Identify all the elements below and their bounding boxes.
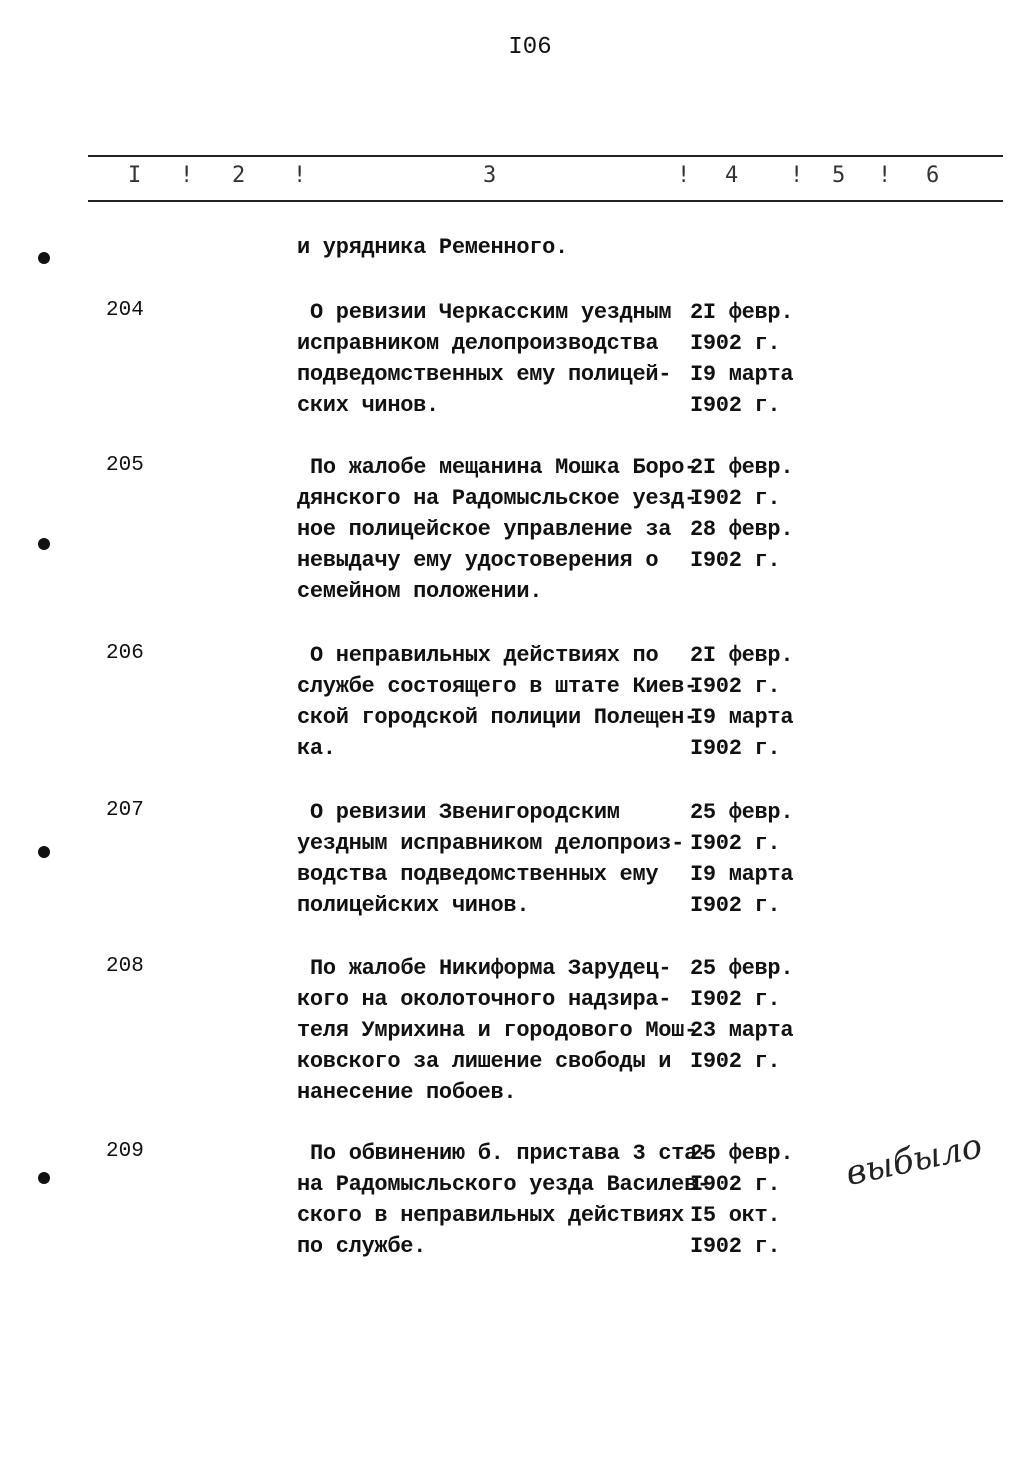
entry-description-line: исправником делопроизводства (297, 331, 659, 356)
punch-hole (38, 1172, 50, 1184)
entry-number: 205 (106, 454, 144, 477)
entry-date: I902 г. (690, 987, 781, 1012)
entry-date: I902 г. (690, 393, 781, 418)
entry-description-line: невыдачу ему удостоверения о (297, 548, 659, 573)
continuation-text: и урядника Ременного. (297, 235, 568, 260)
column-separator: ! (790, 163, 804, 188)
entry-description-line: семейном положении. (297, 579, 543, 604)
entry-date: I902 г. (690, 1049, 781, 1074)
entry-date: I9 марта (690, 362, 794, 387)
entry-number: 204 (106, 299, 144, 322)
entry-date: I5 окт. (690, 1203, 781, 1228)
entry-description-line: уездным исправником делопроиз- (297, 831, 685, 856)
entry-date: I902 г. (690, 674, 781, 699)
entry-date: I9 марта (690, 705, 794, 730)
column-header: I (128, 163, 142, 188)
entry-description-line: ской городской полиции Полещен- (297, 705, 697, 730)
entry-description-line: на Радомысльского уезда Василев- (297, 1172, 710, 1197)
entry-date: I902 г. (690, 893, 781, 918)
entry-description-line: О ревизии Черкасским уездным (310, 300, 672, 325)
entry-date: 25 февр. (690, 956, 794, 981)
entry-description-line: По жалобе мещанина Мошка Боро- (310, 455, 698, 480)
column-header: 3 (483, 163, 497, 188)
entry-description-line: дянского на Радомысльское уезд- (297, 486, 697, 511)
column-separator: ! (878, 163, 892, 188)
entry-description-line: По жалобе Никиформа Зарудец- (310, 956, 672, 981)
entry-number: 206 (106, 642, 144, 665)
column-header: 6 (926, 163, 940, 188)
entry-description-line: ского в неправильных действиях (297, 1203, 685, 1228)
entry-date: I902 г. (690, 486, 781, 511)
entry-number: 209 (106, 1140, 144, 1163)
entry-description-line: службе состоящего в штате Киев- (297, 674, 697, 699)
entry-description-line: ное полицейское управление за (297, 517, 672, 542)
entry-date: I902 г. (690, 548, 781, 573)
entry-date: I902 г. (690, 736, 781, 761)
entry-date: I902 г. (690, 831, 781, 856)
entry-description-line: По обвинению б. пристава 3 ста- (310, 1141, 710, 1166)
column-header: 4 (725, 163, 739, 188)
entry-date: I902 г. (690, 331, 781, 356)
entry-description-line: ских чинов. (297, 393, 439, 418)
column-header: 2 (232, 163, 246, 188)
entry-date: I9 марта (690, 862, 794, 887)
entry-date: 23 марта (690, 1018, 794, 1043)
entry-description-line: кого на околоточного надзира- (297, 987, 672, 1012)
entry-date: 2I февр. (690, 455, 794, 480)
entry-description-line: полицейских чинов. (297, 893, 530, 918)
entry-description-line: по службе. (297, 1234, 427, 1259)
entry-date: 25 февр. (690, 1141, 794, 1166)
handwritten-note: выбыло (842, 1126, 986, 1194)
column-separator: ! (677, 163, 691, 188)
punch-hole (38, 252, 50, 264)
punch-hole (38, 538, 50, 550)
entry-description-line: О неправильных действиях по (310, 643, 659, 668)
entry-description-line: подведомственных ему полицей- (297, 362, 672, 387)
entry-description-line: ка. (297, 736, 336, 761)
entry-date: I902 г. (690, 1234, 781, 1259)
entry-description-line: ковского за лишение свободы и (297, 1049, 672, 1074)
column-header: 5 (832, 163, 846, 188)
page-number: I06 (508, 34, 552, 61)
header-rule-top (88, 155, 1003, 157)
punch-hole (38, 846, 50, 858)
entry-date: I902 г. (690, 1172, 781, 1197)
entry-description-line: О ревизии Звенигородским (310, 800, 620, 825)
entry-description-line: теля Умрихина и городового Мош- (297, 1018, 697, 1043)
entry-date: 28 февр. (690, 517, 794, 542)
entry-description-line: водства подведомственных ему (297, 862, 659, 887)
entry-number: 208 (106, 955, 144, 978)
entry-number: 207 (106, 799, 144, 822)
column-separator: ! (180, 163, 194, 188)
entry-date: 2I февр. (690, 643, 794, 668)
header-rule-bottom (88, 200, 1003, 202)
entry-date: 2I февр. (690, 300, 794, 325)
column-separator: ! (293, 163, 307, 188)
entry-description-line: нанесение побоев. (297, 1080, 517, 1105)
entry-date: 25 февр. (690, 800, 794, 825)
